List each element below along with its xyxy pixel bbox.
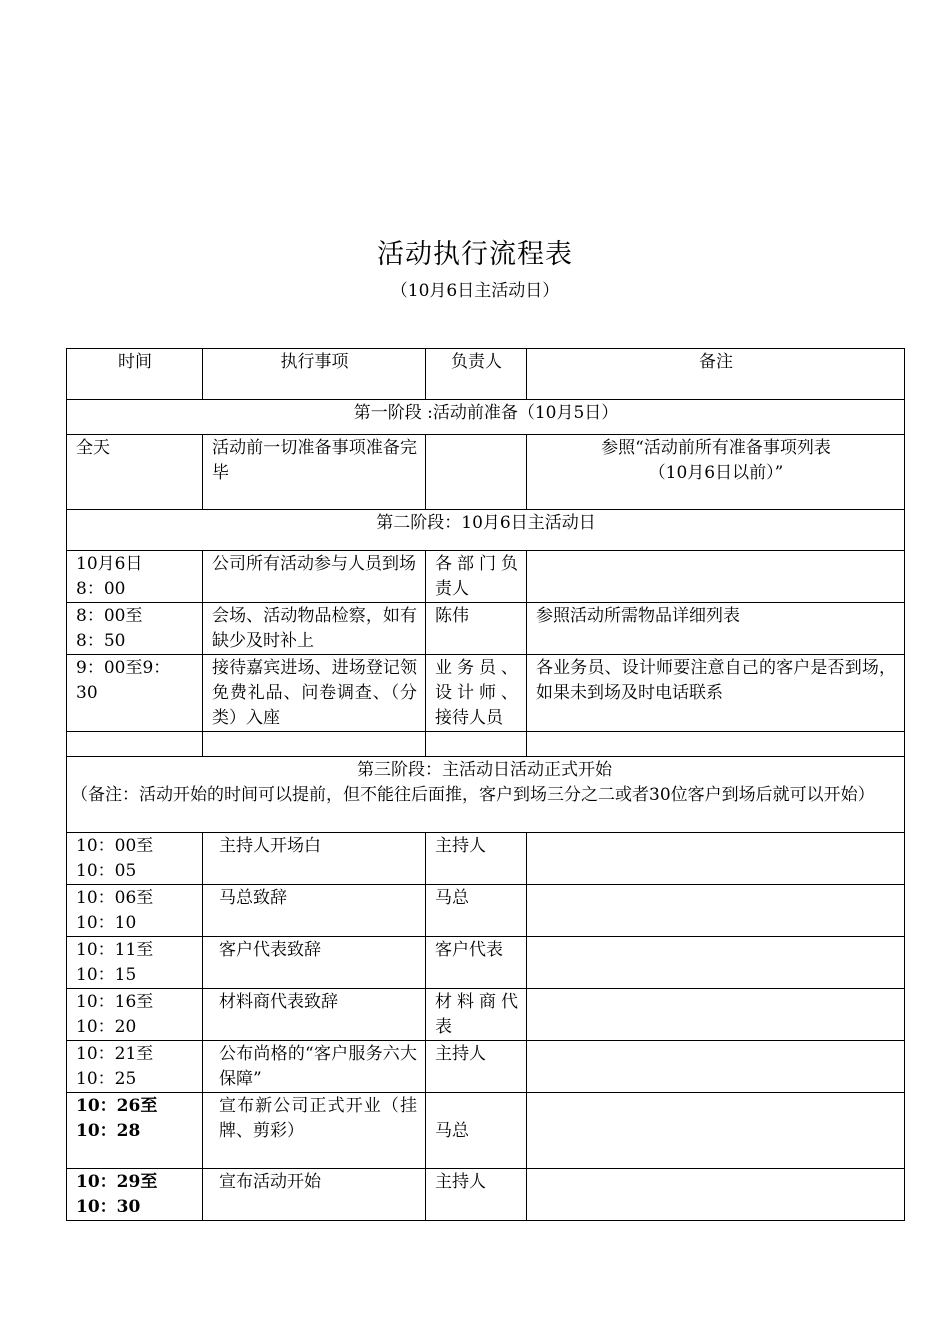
row-time [67,833,203,885]
row-task: 接待嘉宾进场、进场登记领免费礼品、问卷调查、（分类）入座 [203,655,426,732]
time-end: 10：15 [76,965,137,985]
time-end: 30 [76,683,98,703]
row-note-line: 参照“活动前所有准备事项列表 [601,438,831,458]
table-row [67,551,905,603]
time-start: 10月6日 [76,554,143,574]
row-time [67,551,203,603]
row-note: 参照活动所需物品详细列表 [527,603,905,655]
time-start: 10：11至 [76,940,154,960]
time-start: 9：00至9： [76,658,171,678]
row-owner: 陈伟 [426,603,527,655]
row-task: 活动前一切准备事项准备完毕 [203,435,426,510]
time-end: 10：28 [76,1121,141,1141]
row-time [67,1041,203,1093]
table-row [67,989,905,1041]
row-task: 客户代表致辞 [203,937,426,989]
time-start: 10：06至 [76,888,154,908]
table-row [67,1041,905,1093]
row-owner: 马总 [426,885,527,937]
stage3-block [67,757,905,833]
stage3-remark: （备注：活动开始的时间可以提前，但不能往后面推，客户到场三分之二或者30位客户到场后就可以开始） [71,785,875,805]
row-owner: 主持人 [426,1041,527,1093]
row-task: 主持人开场白 [203,833,426,885]
row-time [67,1093,203,1169]
table-row [67,937,905,989]
stage-row [67,510,905,551]
time-start: 10：29至 [76,1172,158,1192]
table-row [67,833,905,885]
row-note [527,551,905,603]
header-time: 时间 [67,349,203,400]
row-note [527,833,905,885]
table-row [67,435,905,510]
stage2-heading: 第二阶段：10月6日主活动日 [67,510,905,551]
row-owner: 主持人 [426,833,527,885]
empty-cell [527,732,905,757]
time-end: 10：25 [76,1069,137,1089]
table-row [67,655,905,732]
row-task: 宣布新公司正式开业（挂牌、剪彩） [203,1093,426,1169]
empty-row [67,732,905,757]
row-time [67,603,203,655]
time-end: 10：20 [76,1017,137,1037]
row-task: 公布尚格的“客户服务六大保障” [203,1041,426,1093]
time-start: 10：00至 [76,836,154,856]
page-title: 活动执行流程表 [377,239,573,270]
row-note [527,885,905,937]
row-note [527,1169,905,1221]
row-note [527,1041,905,1093]
table-row [67,1093,905,1169]
table-row [67,1169,905,1221]
row-note: 各业务员、设计师要注意自己的客户是否到场，如果未到场及时电话联系 [527,655,905,732]
row-time [67,1169,203,1221]
row-note-line: （10月6日以前）” [648,463,784,483]
header-task: 执行事项 [203,349,426,400]
time-start: 8：00至 [76,606,143,626]
empty-cell [203,732,426,757]
stage1-heading: 第一阶段 :活动前准备（10月5日） [67,400,905,435]
row-owner: 马总 [426,1093,527,1169]
header-note: 备注 [527,349,905,400]
time-start: 10：16至 [76,992,154,1012]
row-task: 会场、活动物品检察，如有缺少及时补上 [203,603,426,655]
row-note [527,1093,905,1169]
row-time [67,885,203,937]
time-start: 10：21至 [76,1044,154,1064]
row-note [527,435,905,510]
stage3-heading: 第三阶段：主活动日活动正式开始 [357,760,612,780]
table-header-row [67,349,905,400]
stage-row [67,400,905,435]
row-owner [426,435,527,510]
row-time [67,937,203,989]
row-task: 公司所有活动参与人员到场 [203,551,426,603]
time-end: 10：10 [76,913,137,933]
header-owner: 负责人 [426,349,527,400]
page-subtitle: （10月6日主活动日） [390,281,560,301]
time-end: 8：50 [76,631,126,651]
row-owner: 业务员、设计师、接待人员 [426,655,527,732]
row-time [67,989,203,1041]
table-row [67,603,905,655]
stage-row [67,757,905,833]
schedule-table [66,348,905,1221]
time-start: 10：26至 [76,1096,158,1116]
row-task: 宣布活动开始 [203,1169,426,1221]
time-end: 10：30 [76,1197,141,1217]
empty-cell [67,732,203,757]
row-time [67,655,203,732]
row-note [527,989,905,1041]
row-task: 材料商代表致辞 [203,989,426,1041]
time-end: 8：00 [76,579,126,599]
row-time: 全天 [67,435,203,510]
row-owner: 主持人 [426,1169,527,1221]
row-owner: 各部门负责人 [426,551,527,603]
time-end: 10：05 [76,861,137,881]
table-row [67,885,905,937]
row-note [527,937,905,989]
empty-cell [426,732,527,757]
row-owner: 客户代表 [426,937,527,989]
row-owner: 材料商代表 [426,989,527,1041]
row-task: 马总致辞 [203,885,426,937]
